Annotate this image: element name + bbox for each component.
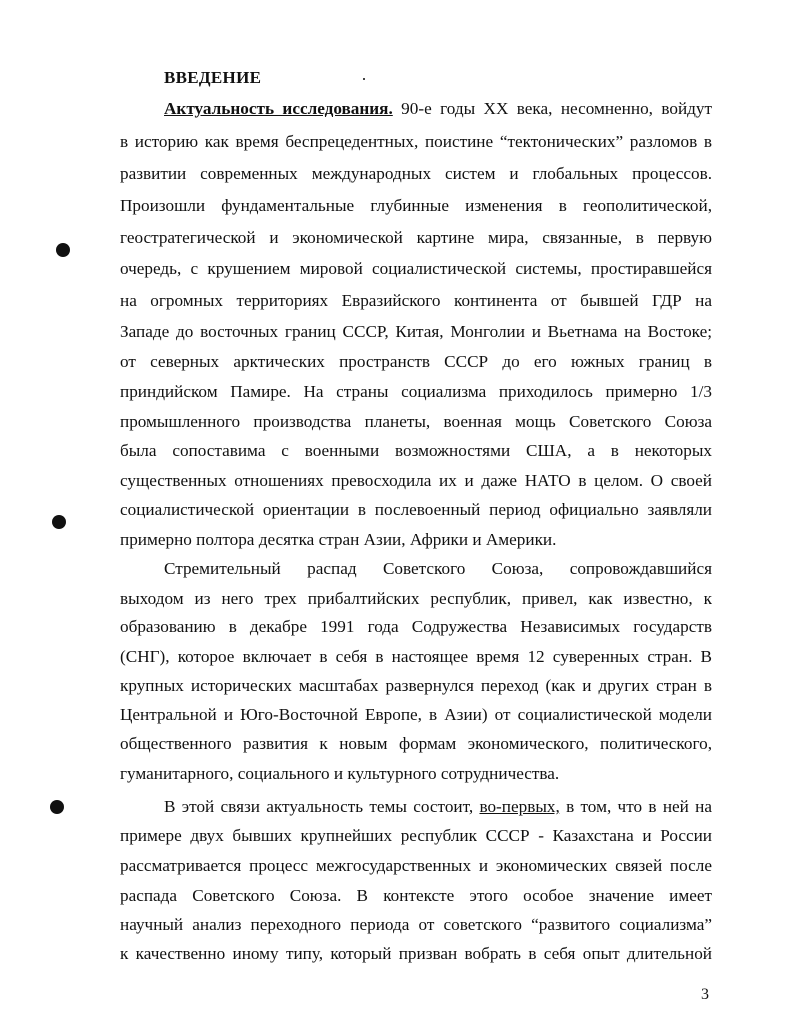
paragraph-line: промышленного производства планеты, военная мощь Советского Союза — [120, 412, 712, 431]
paragraph-line: (СНГ), которое включает в себя в настоящее время 12 суверенных стран. В — [120, 647, 712, 666]
line-text: 90-е годы XX века, несомненно, войдут — [392, 99, 712, 118]
paragraph-line: распада Советского Союза. В контексте этого особое значение имеет — [120, 886, 712, 905]
line-text: в том, что в ней на — [559, 797, 712, 816]
paragraph-line: рассматривается процесс межгосударственных и экономических связей после — [120, 856, 712, 875]
paragraph-line: была сопоставима с военными возможностями США, а в некоторых — [120, 441, 712, 460]
paragraph-line: Стремительный распад Советского Союза, сопровождавшийся — [164, 559, 712, 578]
paragraph-line: Западе до восточных границ СССР, Китая, Монголии и Вьетнама на Востоке; — [120, 322, 712, 341]
paragraph-line: на огромных территориях Евразийского континента от бывшей ГДР на — [120, 291, 712, 310]
section-heading: ВВЕДЕНИЕ — [164, 68, 262, 87]
page-number: 3 — [701, 986, 709, 1003]
paragraph-line: образованию в декабре 1991 года Содружества Независимых государств — [120, 617, 712, 636]
paragraph-line: гуманитарного, социального и культурного сотрудничества. — [120, 764, 560, 783]
binder-hole-top — [56, 243, 70, 257]
paragraph-line: крупных исторических масштабах развернулся переход (как и других стран в — [120, 676, 712, 695]
paragraph-line: научный анализ переходного периода от советского “развитого социализма” — [120, 915, 712, 934]
stray-mark — [363, 78, 365, 80]
binder-hole-middle — [52, 515, 66, 529]
paragraph-line: существенных отношениях превосходила их и даже НАТО в целом. О своей — [120, 471, 712, 490]
paragraph-line: выходом из него трех прибалтийских республик, привел, как известно, к — [120, 589, 712, 608]
paragraph-line: развитии современных международных систем и глобальных процессов. — [120, 164, 712, 183]
paragraph-line: приндийском Памире. На страны социализма приходилось примерно 1/3 — [120, 382, 712, 401]
paragraph-line: социалистической ориентации в послевоенный период официально заявляли — [120, 500, 712, 519]
line-text: В этой связи актуальность темы состоит, — [164, 797, 480, 816]
paragraph-line: от северных арктических пространств СССР до его южных границ в — [120, 352, 712, 371]
paragraph-line: Центральной и Юго-Восточной Европе, в Азии) от социалистической модели — [120, 705, 712, 724]
underlined-phrase: во-первых, — [479, 797, 560, 816]
binder-hole-bottom — [50, 800, 64, 814]
paragraph-line: в историю как время беспрецедентных, поистине “тектонических” разломов в — [120, 132, 712, 151]
paragraph-line: общественного развития к новым формам экономического, политического, — [120, 734, 712, 753]
paragraph-line: к качественно иному типу, который призван вобрать в себя опыт длительной — [120, 944, 712, 963]
paragraph-line: примере двух бывших крупнейших республик СССР - Казахстана и России — [120, 826, 712, 845]
lead-phrase: Актуальность исследования. — [164, 99, 393, 118]
paragraph-line: Произошли фундаментальные глубинные изменения в геополитической, — [120, 196, 712, 215]
paragraph-line — [164, 99, 712, 121]
paragraph-line: геостратегической и экономической картине мира, связанные, в первую — [120, 228, 712, 247]
paragraph-line: примерно полтора десятка стран Азии, Африки и Америки. — [120, 530, 557, 549]
paragraph-line: очередь, с крушением мировой социалистической системы, простиравшейся — [120, 259, 712, 278]
paragraph-line — [164, 797, 712, 819]
